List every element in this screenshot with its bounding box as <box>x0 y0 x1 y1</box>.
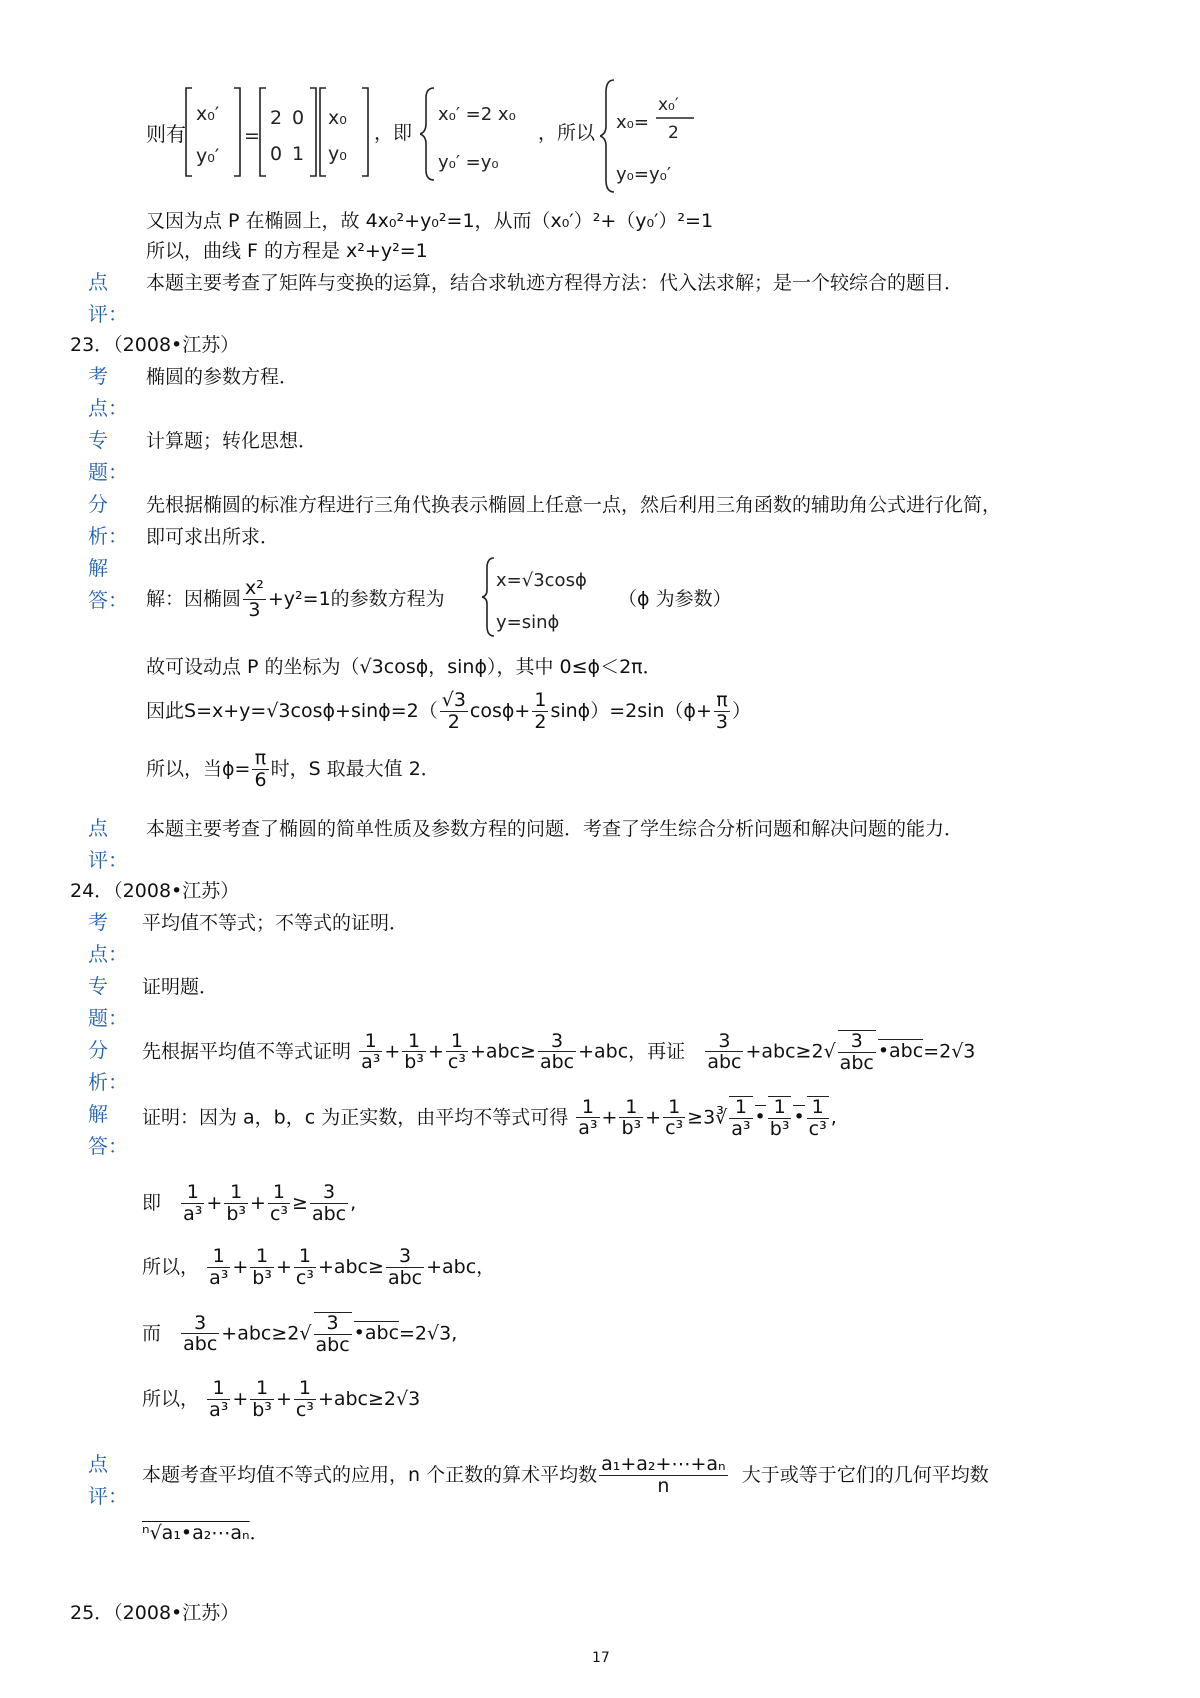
comment-23: 本题主要考查了椭圆的简单性质及参数方程的问题．考查了学生综合分析问题和解决问题的能力． <box>146 818 964 840</box>
param-sys-top: x=√3cosϕ <box>496 570 587 591</box>
jieda-23-line3: 因此S=x+y=√3cosϕ+sinϕ=2（ $\frac{√3}{2}$ cosϕ+ $\frac{1}{2}$ sinϕ）=2sin（ϕ+ $\frac{\pi}{3}$ ） <box>146 689 751 733</box>
kaodian-23: 椭圆的参数方程． <box>146 366 299 388</box>
jieda-24-line-er: 而 $\frac{3}{\text{abc}}$ +abc≥2√ $\frac{3}{\text{abc}}$ •abc=2√3, <box>142 1311 458 1356</box>
line-ellipse-condition: 又因为点 P 在椭圆上，故 4x₀²+y₀²=1，从而（x₀′）²+（y₀′）²=1 <box>146 210 714 232</box>
jieda-24-line-suoyi2: 所以， $\frac{1}{\text{a³}}$ + $\frac{1}{\text{b³}}$ + $\frac{1}{\text{c³}}$ +abc≥2√3 <box>142 1377 421 1421</box>
comment-label-2: 评： <box>88 302 128 326</box>
kaodian-label-24a: 考 <box>88 910 108 934</box>
comment-label-24a: 点 <box>88 1452 108 1476</box>
sys1-bot: y₀′ =y₀ <box>438 152 499 173</box>
er-label: 而 <box>142 1322 162 1345</box>
zhuanti-label-24a: 专 <box>88 974 108 998</box>
comment-label-23b: 评： <box>88 848 128 872</box>
kaodian-label-23b: 点： <box>88 396 128 420</box>
mat-a11: 2 <box>270 107 283 129</box>
sys2-top-den: 2 <box>668 123 679 143</box>
mat-a22: 1 <box>292 143 305 165</box>
x2-over-3: $\frac{\text{x²}}{3}$ <box>245 577 264 621</box>
sys2-bot: y₀=y₀′ <box>616 164 671 185</box>
mat-a12: 0 <box>292 107 305 129</box>
jieda-23-line2 <box>146 652 662 679</box>
zhuanti-label-23b: 题： <box>88 460 128 484</box>
comment-24-line2 <box>142 1518 269 1545</box>
suoyi2-label: 所以， <box>142 1387 200 1410</box>
fenxi-label-23a: 分 <box>88 492 108 516</box>
jieda-23-l4-post: 时，S 取最大值 2． <box>270 757 440 780</box>
comment-label-1: 点 <box>88 270 108 294</box>
comment-label-24b: 评： <box>88 1484 128 1508</box>
jieda-23-l2-post: ，其中 0≤ϕ＜2π． <box>496 656 662 678</box>
svg-text:=: = <box>244 125 260 147</box>
comment-24-line1 <box>142 1454 989 1497</box>
jieda-23-line1 <box>146 578 445 621</box>
jieda-23-l1-mid: +y²=1的参数方程为 <box>267 587 445 610</box>
vec-bot: y₀′ <box>196 145 220 167</box>
kaodian-label-24b: 点： <box>88 942 128 966</box>
phi-eq: ϕ= <box>222 757 251 780</box>
zhuanti-label-24b: 题： <box>88 1006 128 1030</box>
jieda-23-l3-pre: 因此 <box>146 699 185 722</box>
param-sys-bot: y=sinϕ <box>496 612 560 633</box>
s-expr-b: cosϕ+ <box>469 699 531 722</box>
suoyi1-label: 所以， <box>142 1255 200 1278</box>
comment-label-23a: 点 <box>88 816 108 840</box>
fenxi-24-pre: 先根据平均值不等式证明 <box>142 1040 352 1063</box>
jieda-24-line-ji: 即 $\frac{1}{\text{a³}}$ + $\frac{1}{\text{b³}}$ + $\frac{1}{\text{c³}}$ ≥ $\frac{3}{\text{abc}}$ , <box>142 1181 357 1225</box>
section-25-header: 25．（2008•江苏） <box>70 1602 240 1624</box>
jieda-label-23b: 答： <box>88 588 128 612</box>
jieda-23-l4-pre: 所以，当 <box>146 757 223 780</box>
s-expr-a: S=x+y=√3cosϕ+sinϕ=2（ <box>184 699 438 722</box>
jieda-label-24a: 解 <box>88 1102 108 1126</box>
vec-top: x₀′ <box>196 103 220 125</box>
comment-24-pre: 本题考查平均值不等式的应用，n 个正数的算术平均数 <box>142 1463 598 1486</box>
s-expr-d: ） <box>731 699 751 722</box>
arith-mean-fraction: $\frac{\text{a₁+a₂+⋯+aₙ}}{n}$ <box>601 1453 726 1497</box>
jieda-23-l1-post: （ϕ 为参数） <box>618 588 732 610</box>
comment-24-end: ． <box>249 1522 269 1544</box>
fenxi-24-mid: ，再证 <box>628 1040 686 1063</box>
jieda-label-23a: 解 <box>88 556 108 580</box>
jieda-label-24b: 答： <box>88 1134 128 1158</box>
sys2-top-num: x₀′ <box>658 95 679 115</box>
param-system <box>482 556 612 638</box>
kaodian-label-23a: 考 <box>88 364 108 388</box>
matrix-line-mid2: ，所以 <box>538 122 596 144</box>
kaodian-24: 平均值不等式；不等式的证明． <box>142 912 409 934</box>
vec2-bot: y₀ <box>328 143 347 165</box>
fenxi-label-24a: 分 <box>88 1038 108 1062</box>
coord-expression: （√3cosϕ，sinϕ） <box>340 656 497 678</box>
jieda-23-l2-pre: 故可设动点 P 的坐标为 <box>146 656 341 678</box>
section-23-header: 23．（2008•江苏） <box>70 334 240 356</box>
jieda-24-l1-text: 证明：因为 a，b，c 为正实数，由平均不等式可得 <box>142 1106 569 1129</box>
system-2 <box>600 76 710 196</box>
fenxi-label-24b: 析： <box>88 1070 128 1094</box>
section-24-header: 24．（2008•江苏） <box>70 880 240 902</box>
jieda-24-line1: 证明：因为 a，b，c 为正实数，由平均不等式可得 $\frac{1}{\text{a³}}$ + $\frac{1}{\text{b³}}$ + $\frac{1}{\text{c³}}$ ≥3∛ $\frac{1}{\text{a³}}$ • $\frac{1}{\text{b³}}$ • $\frac{1}{\text{c³}}$ , <box>142 1095 837 1140</box>
fenxi-23-line2: 即可求出所求． <box>146 526 280 548</box>
jieda-23-l1-pre: 解：因椭圆 <box>146 587 242 610</box>
comment-22: 本题主要考查了矩阵与变换的运算，结合求轨迹方程得方法：代入法求解；是一个较综合的题目． <box>146 272 964 294</box>
vec2-top: x₀ <box>328 107 347 129</box>
page-number: 17 <box>592 1650 610 1666</box>
fenxi-label-23b: 析： <box>88 524 128 548</box>
sys1-top: x₀′ =2 x₀ <box>438 104 516 125</box>
s-expr-c: sinϕ）=2sin（ϕ+ <box>550 699 712 722</box>
sys2-top-lhs: x₀= <box>616 112 649 133</box>
line-curve-equation: 所以，曲线 F 的方程是 x²+y²=1 <box>146 240 428 262</box>
mat-a21: 0 <box>270 143 283 165</box>
geometric-mean-root: ⁿ√a₁•a₂⋯aₙ <box>142 1522 250 1544</box>
matrix-line-prefix: 则有 <box>146 122 186 146</box>
zhuanti-label-23a: 专 <box>88 428 108 452</box>
matrix-line-mid1: ，即 <box>374 122 413 144</box>
fenxi-24-line: 先根据平均值不等式证明 $\frac{1}{\text{a³}}$ + $\frac{1}{\text{b³}}$ + $\frac{1}{\text{c³}}$ +abc≥ $\frac{3}{\text{abc}}$ +abc，再证 $\frac{3}{\text{abc}}$ +abc≥2√ $\frac{3}{\text{abc}}$ •abc=2√3 <box>142 1029 976 1074</box>
comment-24-post: 大于或等于它们的几何平均数 <box>741 1463 989 1486</box>
fenxi-23-line1: 先根据椭圆的标准方程进行三角代换表示椭圆上任意一点，然后利用三角函数的辅助角公式进行化简， <box>146 494 1002 516</box>
ji-label: 即 <box>142 1191 162 1214</box>
system-1 <box>420 84 540 184</box>
jieda-23-line4: 所以，当ϕ= $\frac{\pi}{6}$ 时，S 取最大值 2． <box>146 747 440 791</box>
zhuanti-23: 计算题；转化思想． <box>146 430 318 452</box>
zhuanti-24: 证明题． <box>142 976 219 998</box>
jieda-24-line-suoyi1: 所以， $\frac{1}{\text{a³}}$ + $\frac{1}{\text{b³}}$ + $\frac{1}{\text{c³}}$ +abc≥ $\frac{3}{\text{abc}}$ +abc， <box>142 1245 496 1289</box>
